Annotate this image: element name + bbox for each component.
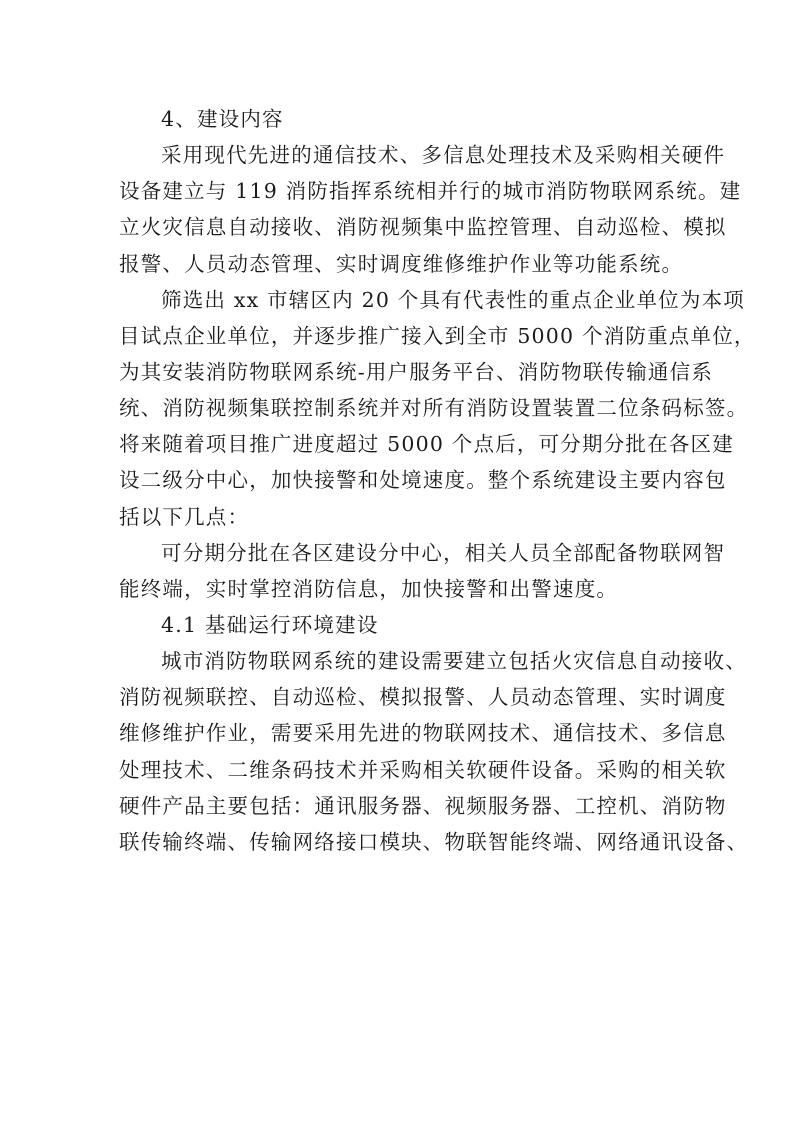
document-body bbox=[119, 101, 756, 860]
paragraph-line: 为其安装消防物联网系统-用户服务平台、消防物联传输通信系 bbox=[119, 359, 714, 384]
paragraph-line: 立火灾信息自动接收、消防视频集中监控管理、自动巡检、模拟 bbox=[119, 215, 727, 240]
paragraph bbox=[119, 137, 742, 282]
paragraph-line: 设二级分中心，加快接警和处境速度。整个系统建设主要内容包 bbox=[119, 468, 727, 493]
paragraph-line: 采用现代先进的通信技术、多信息处理技术及采购相关硬件 bbox=[161, 143, 726, 168]
paragraph-line: 将来随着项目推广进度超过 5000 个点后，可分期分批在各区建 bbox=[119, 432, 734, 457]
paragraph-line: 统、消防视频集联控制系统并对所有消防设置装置二位条码标签。 bbox=[119, 396, 749, 421]
paragraph-line: 硬件产品主要包括：通讯服务器、视频服务器、工控机、消防物 bbox=[119, 793, 727, 818]
paragraph-line: 联传输终端、传输网络接口模块、物联智能终端、网络通讯设备、 bbox=[119, 829, 749, 854]
paragraph-line: 设备建立与 119 消防指挥系统相并行的城市消防物联网系统。建 bbox=[119, 179, 742, 204]
paragraph bbox=[119, 643, 749, 860]
paragraph-line: 筛选出 xx 市辖区内 20 个具有代表性的重点企业单位为本项 bbox=[161, 287, 745, 312]
paragraph-line: 能终端，实时掌控消防信息，加快接警和出警速度。 bbox=[119, 576, 619, 601]
paragraph-line: 括以下几点： bbox=[119, 504, 250, 529]
paragraph-line: 城市消防物联网系统的建设需要建立包括火灾信息自动接收、 bbox=[161, 649, 747, 674]
paragraph bbox=[119, 535, 726, 607]
paragraph-line: 报警、人员动态管理、实时调度维修维护作业等功能系统。 bbox=[119, 251, 684, 276]
paragraph-line: 目试点企业单位，并逐步推广接入到全市 5000 个消防重点单位， bbox=[119, 323, 756, 348]
paragraph bbox=[119, 282, 756, 535]
paragraph-line: 处理技术、二维条码技术并采购相关软硬件设备。采购的相关软 bbox=[119, 757, 727, 782]
paragraph-line: 消防视频联控、自动巡检、模拟报警、人员动态管理、实时调度 bbox=[119, 685, 727, 710]
paragraph-line: 维修维护作业，需要采用先进的物联网技术、通信技术、多信息 bbox=[119, 721, 727, 746]
section-heading: 4、建设内容 bbox=[161, 107, 284, 131]
paragraph-line: 可分期分批在各区建设分中心，相关人员全部配备物联网智 bbox=[161, 540, 726, 565]
section-heading: 4.1 基础运行环境建设 bbox=[161, 612, 379, 637]
